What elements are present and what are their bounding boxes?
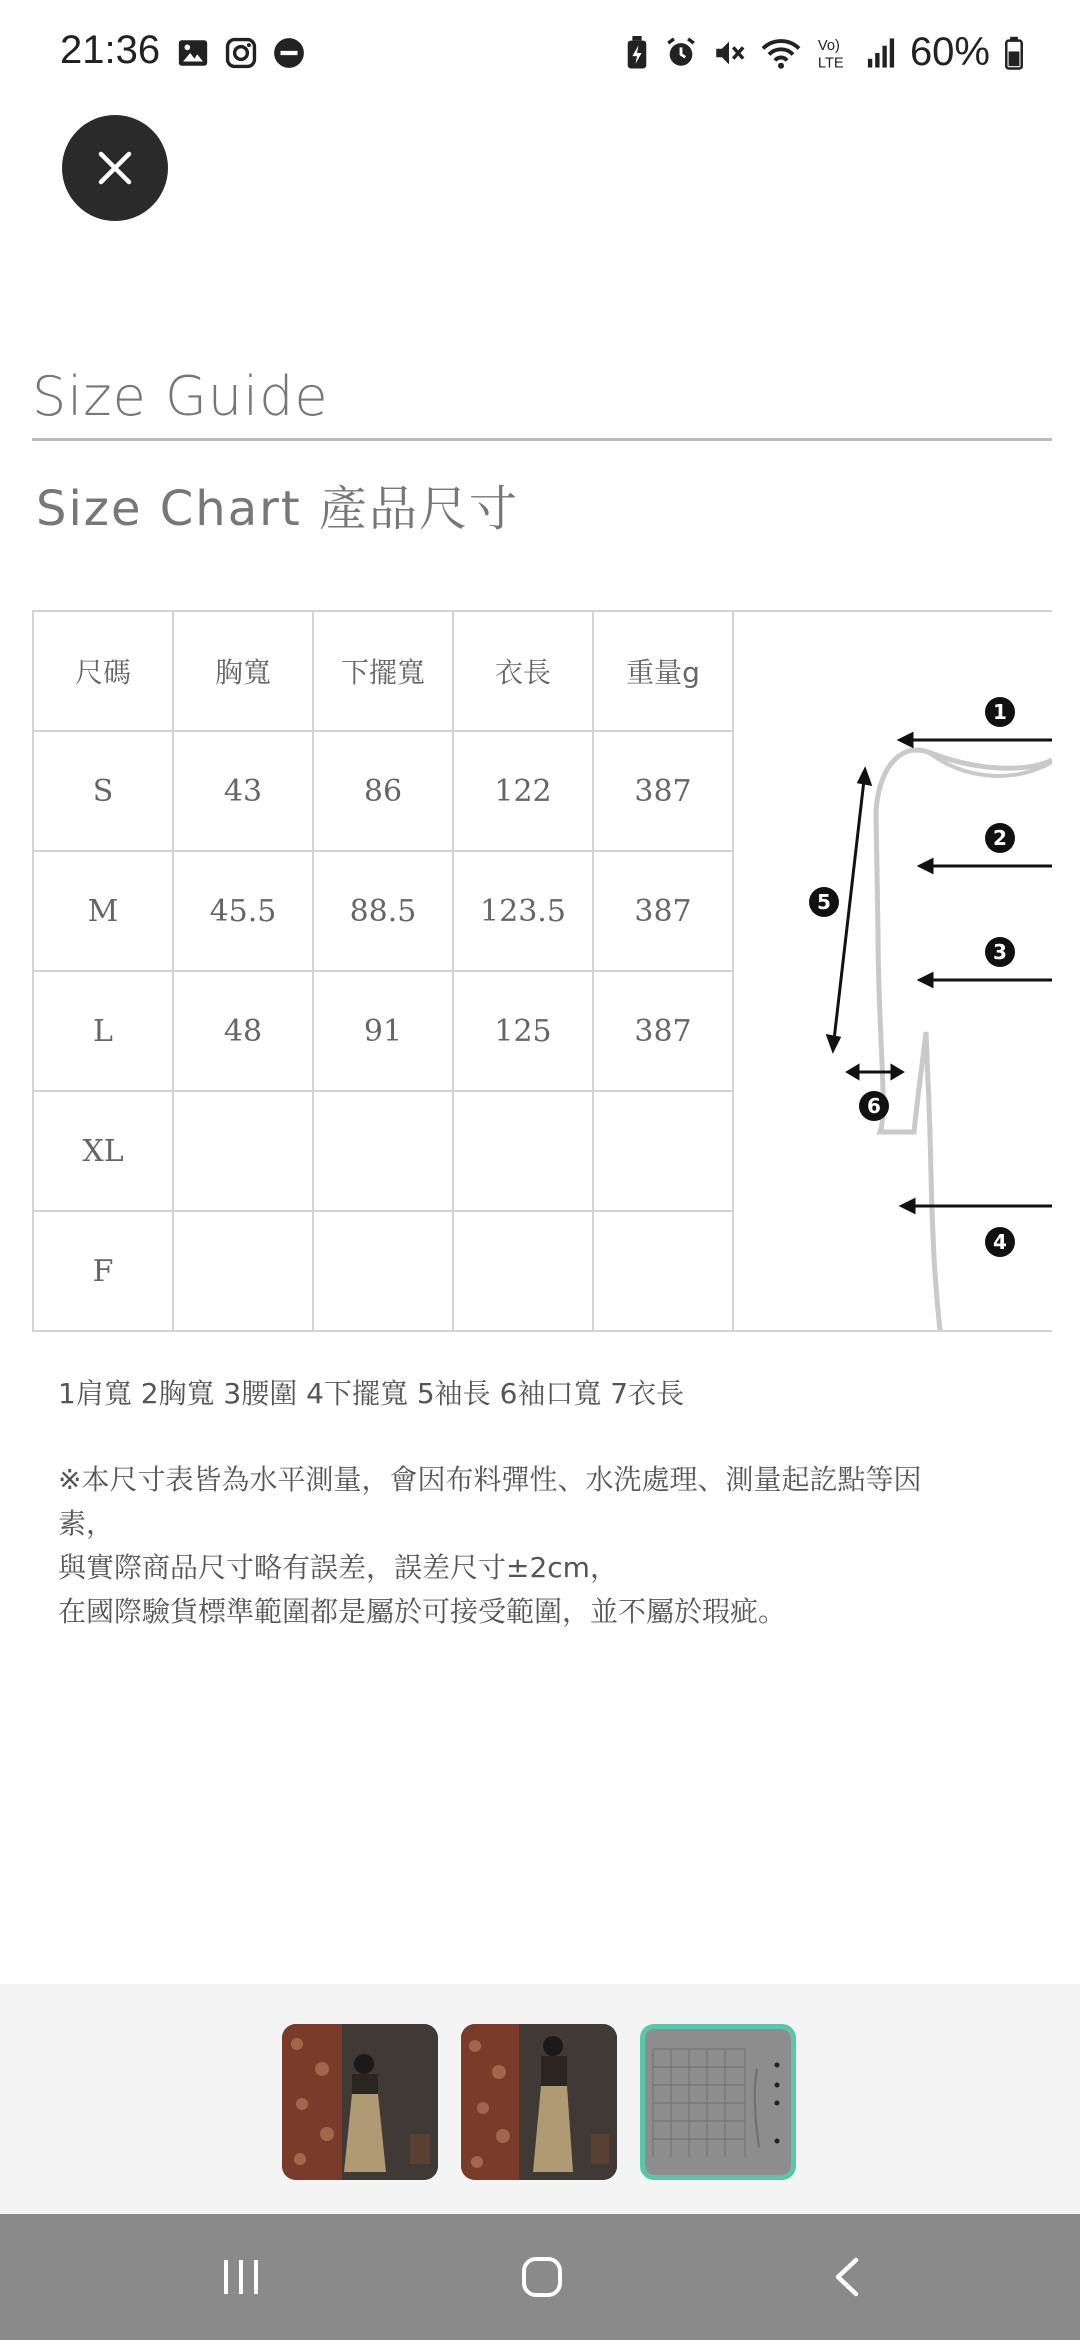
table-row (33, 971, 733, 1091)
header-cell: 尺碼 (33, 611, 173, 731)
battery-percent: 60% (909, 30, 990, 74)
instagram-icon (224, 36, 258, 70)
status-bar (0, 0, 1080, 110)
table-cell (173, 1091, 313, 1211)
table-cell (593, 1211, 733, 1331)
table-cell: 91 (313, 971, 453, 1091)
svg-text:1: 1 (993, 700, 1007, 724)
table-cell: 48 (173, 971, 313, 1091)
wifi-icon (760, 36, 802, 70)
size-guide-title: Size Guide (32, 365, 329, 428)
thumbnail-photo-2[interactable] (461, 2024, 617, 2180)
product-photo-image (282, 2024, 438, 2180)
header-cell: 衣長 (453, 611, 593, 731)
recent-apps-icon[interactable] (218, 2254, 264, 2300)
marker-2 (985, 823, 1015, 853)
table-cell (453, 1211, 593, 1331)
size-table (32, 610, 734, 1332)
alarm-icon (664, 36, 698, 70)
table-cell: F (33, 1211, 173, 1331)
table-cell (313, 1091, 453, 1211)
table-cell: XL (33, 1091, 173, 1211)
note-line: 在國際驗貨標準範圍都是屬於可接受範圍，並不屬於瑕疵。 (58, 1595, 787, 1628)
svg-text:Vo): Vo) (817, 37, 840, 54)
thumbnail-strip (0, 1984, 1080, 2214)
signal-icon (866, 37, 896, 69)
title-divider (32, 438, 1052, 441)
image-icon (176, 36, 210, 70)
table-cell: 387 (593, 731, 733, 851)
marker-3 (985, 937, 1015, 967)
svg-text:3: 3 (993, 940, 1007, 964)
note-line: 與實際商品尺寸略有誤差，誤差尺寸±2cm， (58, 1551, 618, 1584)
battery-saver-icon (624, 36, 650, 70)
table-cell (173, 1211, 313, 1331)
note-line: 素， (58, 1507, 115, 1540)
thumbnail-photo-1[interactable] (282, 2024, 438, 2180)
home-icon[interactable] (519, 2254, 565, 2300)
table-cell: 123.5 (453, 851, 593, 971)
do-not-disturb-icon (272, 36, 306, 70)
marker-5 (809, 887, 839, 917)
measurement-diagram (728, 610, 1052, 1332)
size-chart-thumbnail-image (645, 2029, 791, 2175)
svg-text:5: 5 (817, 890, 831, 914)
svg-text:LTE: LTE (817, 55, 844, 72)
volte-icon (816, 34, 852, 72)
header-cell: 下擺寬 (313, 611, 453, 731)
header-cell: 重量g (593, 611, 733, 731)
table-cell: L (33, 971, 173, 1091)
measurement-legend: 1肩寬 2胸寬 3腰圍 4下擺寬 5袖長 6袖口寬 7衣長 (58, 1377, 685, 1410)
status-time: 21:36 (60, 28, 161, 72)
table-row (33, 731, 733, 851)
table-cell (453, 1091, 593, 1211)
back-icon[interactable] (826, 2254, 872, 2300)
svg-text:4: 4 (993, 1230, 1007, 1254)
svg-text:2: 2 (993, 826, 1007, 850)
battery-icon (1004, 36, 1024, 70)
table-row (33, 1211, 733, 1331)
table-header-row (33, 611, 733, 731)
table-cell: 387 (593, 971, 733, 1091)
marker-6 (859, 1091, 889, 1121)
table-cell: 387 (593, 851, 733, 971)
table-cell (313, 1211, 453, 1331)
table-cell (593, 1091, 733, 1211)
table-cell: M (33, 851, 173, 971)
product-photo-image (461, 2024, 617, 2180)
note-line: ※本尺寸表皆為水平測量，會因布料彈性、水洗處理、測量起訖點等因 (58, 1463, 922, 1496)
size-chart-title: Size Chart 產品尺寸 (36, 481, 519, 537)
table-cell: 125 (453, 971, 593, 1091)
status-left-icons (176, 36, 306, 70)
table-cell: 86 (313, 731, 453, 851)
close-icon (95, 148, 135, 188)
thumbnail-size-chart[interactable] (640, 2024, 796, 2180)
close-button[interactable] (62, 115, 168, 221)
table-cell: S (33, 731, 173, 851)
svg-text:6: 6 (867, 1094, 881, 1118)
table-cell: 45.5 (173, 851, 313, 971)
header-cell: 胸寬 (173, 611, 313, 731)
marker-4 (985, 1227, 1015, 1257)
mute-icon (712, 36, 746, 70)
garment-diagram-svg (728, 612, 1052, 1330)
status-right-icons (624, 30, 1024, 75)
table-cell: 88.5 (313, 851, 453, 971)
system-nav-bar (0, 2214, 1080, 2340)
table-row (33, 851, 733, 971)
table-cell: 43 (173, 731, 313, 851)
table-row (33, 1091, 733, 1211)
marker-1 (985, 697, 1015, 727)
table-cell: 122 (453, 731, 593, 851)
size-notes (58, 1372, 1018, 1634)
